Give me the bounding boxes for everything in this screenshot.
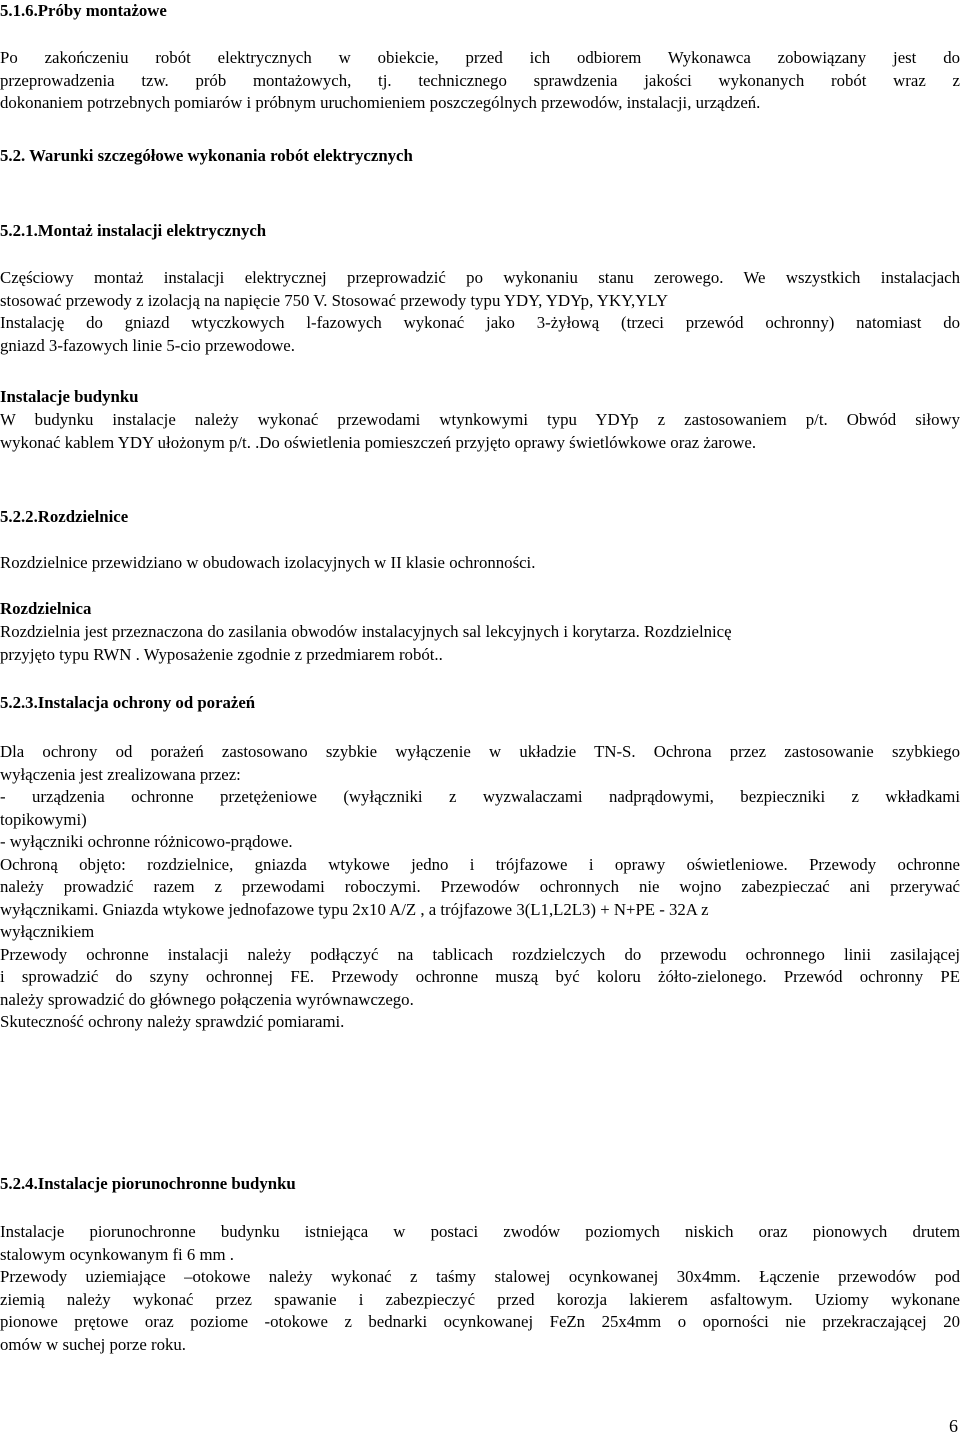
section-heading-5-2-1: 5.2.1.Montaż instalacji elektrycznych xyxy=(0,221,267,240)
section-heading-5-2-2: 5.2.2.Rozdzielnice xyxy=(0,507,129,526)
paragraph-line: przyjęto typu RWN . Wyposażenie zgodnie z przedmiarem robót.. xyxy=(0,644,443,664)
paragraph-rozdzielnica xyxy=(0,621,960,666)
paragraph-line: dokonaniem potrzebnych pomiarów i próbnym uruchomieniem poszczególnych przewodów, instalacji, urządzeń. xyxy=(0,93,761,112)
subheading-rozdzielnica: Rozdzielnica xyxy=(0,599,92,618)
paragraph-line: Skuteczność ochrony należy sprawdzić pomiarami. xyxy=(0,1012,345,1031)
paragraph-line: omów w suchej porze roku. xyxy=(0,1334,186,1354)
paragraph-line: wyłączenia jest zrealizowana przez: xyxy=(0,764,241,784)
paragraph-line: i sprowadzić do szyny ochronnej FE. Przewody ochronne muszą być koloru żółto-zielonego. Przewód ochronny PE xyxy=(0,967,960,986)
section-heading-5-2-3: 5.2.3.Instalacja ochrony od porażeń xyxy=(0,693,256,712)
paragraph-line: Ochroną objęto: rozdzielnice, gniazda wtykowe jedno i trójfazowe i oprawy oświetleniowe. Przewody ochronne xyxy=(0,854,960,874)
section-heading-5-2: 5.2. Warunki szczegółowe wykonania robót elektrycznych xyxy=(0,146,413,165)
paragraph-instalacje-budynku xyxy=(0,409,960,454)
paragraph-line: - urządzenia ochronne przetężeniowe (wyłączniki z wyzwalaczami nadprądowymi, bezpieczniki z wkładkami xyxy=(0,787,960,806)
paragraph-line: pionowe prętowe oraz poziome -otokowe z bednarki ocynkowanej FeZn 25x4mm o oporności nie przekraczającej 20 xyxy=(0,1312,960,1331)
page-number: 6 xyxy=(949,1416,958,1436)
paragraph-line: wykonać kablem YDY ułożonym p/t. .Do oświetlenia pomieszczeń przyjęto oprawy świetlówkowe oraz żarowe. xyxy=(0,432,757,452)
paragraph-line: wyłącznikiem xyxy=(0,922,95,941)
paragraph-line: W budynku instalacje należy wykonać przewodami wtynkowymi typu YDYp z zastosowaniem p/t. Obwód siłowy xyxy=(0,410,960,429)
section-paragraph-5-1-6 xyxy=(0,47,960,115)
paragraph-line: Instalacje piorunochronne budynku istniejąca w postaci zwodów poziomych niskich oraz pionowych drutem xyxy=(0,1222,960,1241)
paragraph-line: gniazd 3-fazowych linie 5-cio przewodowe. xyxy=(0,335,295,355)
paragraph-line: - wyłączniki ochronne różnicowo-prądowe. xyxy=(0,832,293,851)
paragraph-line: ziemią należy wykonać przez spawanie i zabezpieczyć przed korozja lakierem asfaltowym. Uziomy wykonane xyxy=(0,1289,960,1309)
paragraph-line: Częściowy montaż instalacji elektrycznej przeprowadzić po wykonaniu stanu zerowego. We wszystkich instalacjach xyxy=(0,268,960,287)
paragraph-line: Rozdzielnia jest przeznaczona do zasilania obwodów instalacyjnych sal lekcyjnych i korytarza. Rozdzielnicę xyxy=(0,622,732,641)
paragraph-line: Przewody ochronne instalacji należy podłączyć na tablicach rozdzielczych do przewodu ochronnego linii zasilającej xyxy=(0,944,960,964)
paragraph-line: Po zakończeniu robót elektrycznych w obiekcie, przed ich odbiorem Wykonawca zobowiązany jest do xyxy=(0,48,960,67)
section-paragraph-5-2-1 xyxy=(0,267,960,357)
paragraph-line: Dla ochrony od porażeń zastosowano szybkie wyłączenie w układzie TN-S. Ochrona przez zastosowanie szybkiego xyxy=(0,742,960,761)
paragraph-line: należy prowadzić razem z przewodami roboczymi. Przewodów ochronnych nie wojno zabezpieczać ani przerywać xyxy=(0,877,960,896)
paragraph-line: stosować przewody z izolacją na napięcie 750 V. Stosować przewody typu YDY, YDYp, YKY,YLY xyxy=(0,290,669,310)
paragraph-line: topikowymi) xyxy=(0,809,87,829)
paragraph-line: należy sprowadzić do głównego połączenia wyrównawczego. xyxy=(0,989,414,1009)
paragraph-line: stalowym ocynkowanym fi 6 mm . xyxy=(0,1244,234,1264)
paragraph-line: Instalację do gniazd wtyczkowych l-fazowych wykonać jako 3-żyłową (trzeci przewód ochronny) natomiast do xyxy=(0,313,960,332)
section-paragraph-5-2-3 xyxy=(0,741,960,1034)
section-heading-5-1-6: 5.1.6.Próby montażowe xyxy=(0,1,167,20)
section-heading-5-2-4: 5.2.4.Instalacje piorunochronne budynku xyxy=(0,1174,296,1193)
section-paragraph-5-2-2: Rozdzielnice przewidziano w obudowach izolacyjnych w II klasie ochronności. xyxy=(0,553,536,572)
paragraph-line: przeprowadzenia tzw. prób montażowych, tj. technicznego sprawdzenia jakości wykonanych robót wraz z xyxy=(0,70,960,90)
paragraph-line: wyłącznikami. Gniazda wtykowe jednofazowe typu 2x10 A/Z , a trójfazowe 3(L1,L2L3) + N+PE - 32A z xyxy=(0,899,709,919)
subheading-instalacje-budynku: Instalacje budynku xyxy=(0,387,139,406)
paragraph-line: Przewody uziemiające –otokowe należy wykonać z taśmy stalowej ocynkowanej 30x4mm. Łączenie przewodów pod xyxy=(0,1267,960,1286)
section-paragraph-5-2-4 xyxy=(0,1221,960,1356)
